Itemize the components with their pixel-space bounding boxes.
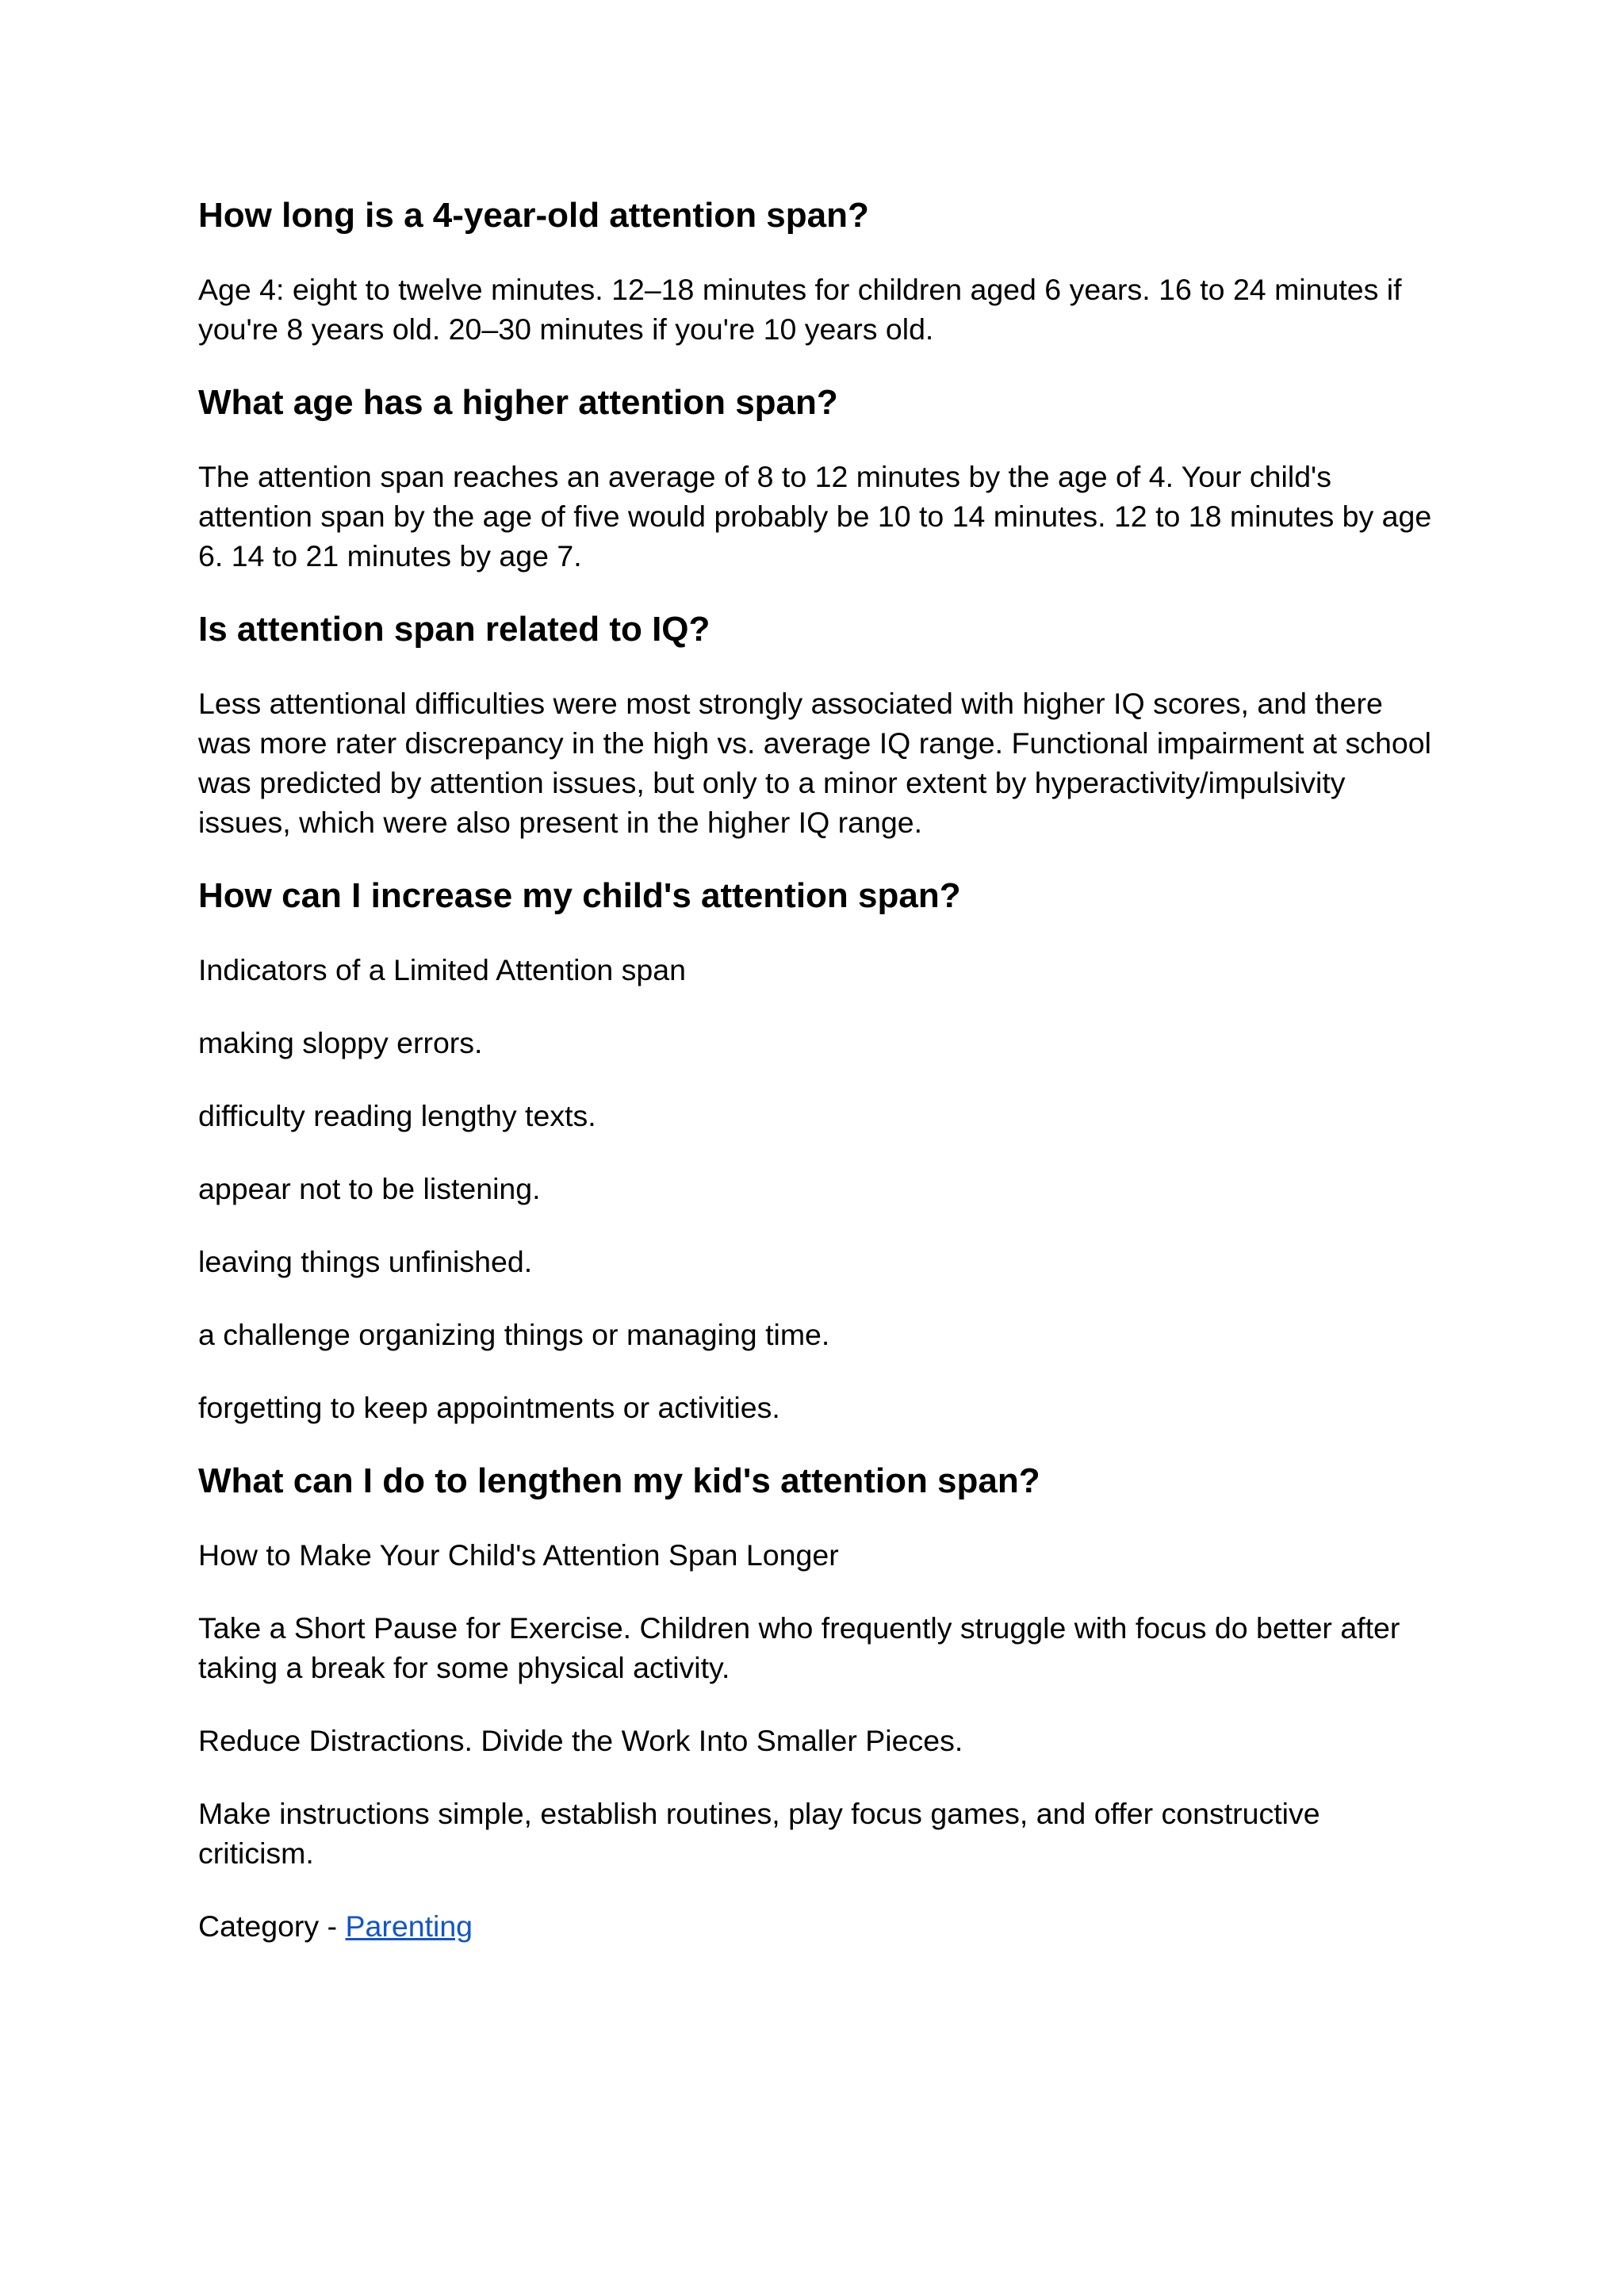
- section-paragraph: Indicators of a Limited Attention span: [198, 953, 686, 986]
- indicator-item: a challenge organizing things or managing time.: [198, 1318, 830, 1351]
- section-paragraph: How to Make Your Child's Attention Span Longer: [198, 1538, 839, 1572]
- section-increase-attention: [198, 875, 1443, 1427]
- indicator-item: forgetting to keep appointments or activities.: [198, 1391, 780, 1424]
- section-lengthen-attention: [198, 1461, 1443, 1873]
- category-label: Category -: [198, 1909, 346, 1943]
- section-heading: How can I increase my child's attention span?: [198, 876, 961, 915]
- indicator-item: making sloppy errors.: [198, 1026, 483, 1059]
- indicator-item: appear not to be listening.: [198, 1172, 541, 1205]
- section-paragraph: Make instructions simple, establish routines, play focus games, and offer constructive criticism.: [198, 1797, 1320, 1870]
- section-heading: What age has a higher attention span?: [198, 383, 838, 422]
- section-paragraph: Age 4: eight to twelve minutes. 12–18 minutes for children aged 6 years. 16 to 24 minutes if you're 8 years old. 20–30 minutes if you're 10 years old.: [198, 273, 1402, 346]
- section-paragraph: The attention span reaches an average of 8 to 12 minutes by the age of 4. Your child's attention span by the age of five would probably be 10 to 14 minutes. 12 to 18 minutes by age 6. 14 to 21 minutes by age 7.: [198, 460, 1432, 573]
- document-page: [198, 195, 1443, 1946]
- section-higher-attention-age: [198, 382, 1443, 576]
- section-heading: What can I do to lengthen my kid's attention span?: [198, 1461, 1040, 1500]
- category-link-parenting[interactable]: Parenting: [345, 1909, 473, 1943]
- section-heading: Is attention span related to IQ?: [198, 610, 710, 649]
- section-4yo-attention-span: [198, 195, 1443, 349]
- section-paragraph: Reduce Distractions. Divide the Work Into Smaller Pieces.: [198, 1724, 963, 1757]
- section-paragraph: Less attentional difficulties were most strongly associated with higher IQ scores, and there was more rater discrepancy in the high vs. average IQ range. Functional impairment at school was predicted by attention issues, but only to a minor extent by hyperactivity/impulsivity issues, which were also present in the higher IQ range.: [198, 687, 1431, 839]
- indicator-item: leaving things unfinished.: [198, 1245, 533, 1278]
- indicator-item: difficulty reading lengthy texts.: [198, 1099, 596, 1132]
- section-attention-iq: [198, 609, 1443, 842]
- section-paragraph: Take a Short Pause for Exercise. Children who frequently struggle with focus do better after taking a break for some physical activity.: [198, 1611, 1400, 1684]
- category-line: [198, 1906, 1443, 1946]
- section-heading: How long is a 4-year-old attention span?: [198, 196, 869, 235]
